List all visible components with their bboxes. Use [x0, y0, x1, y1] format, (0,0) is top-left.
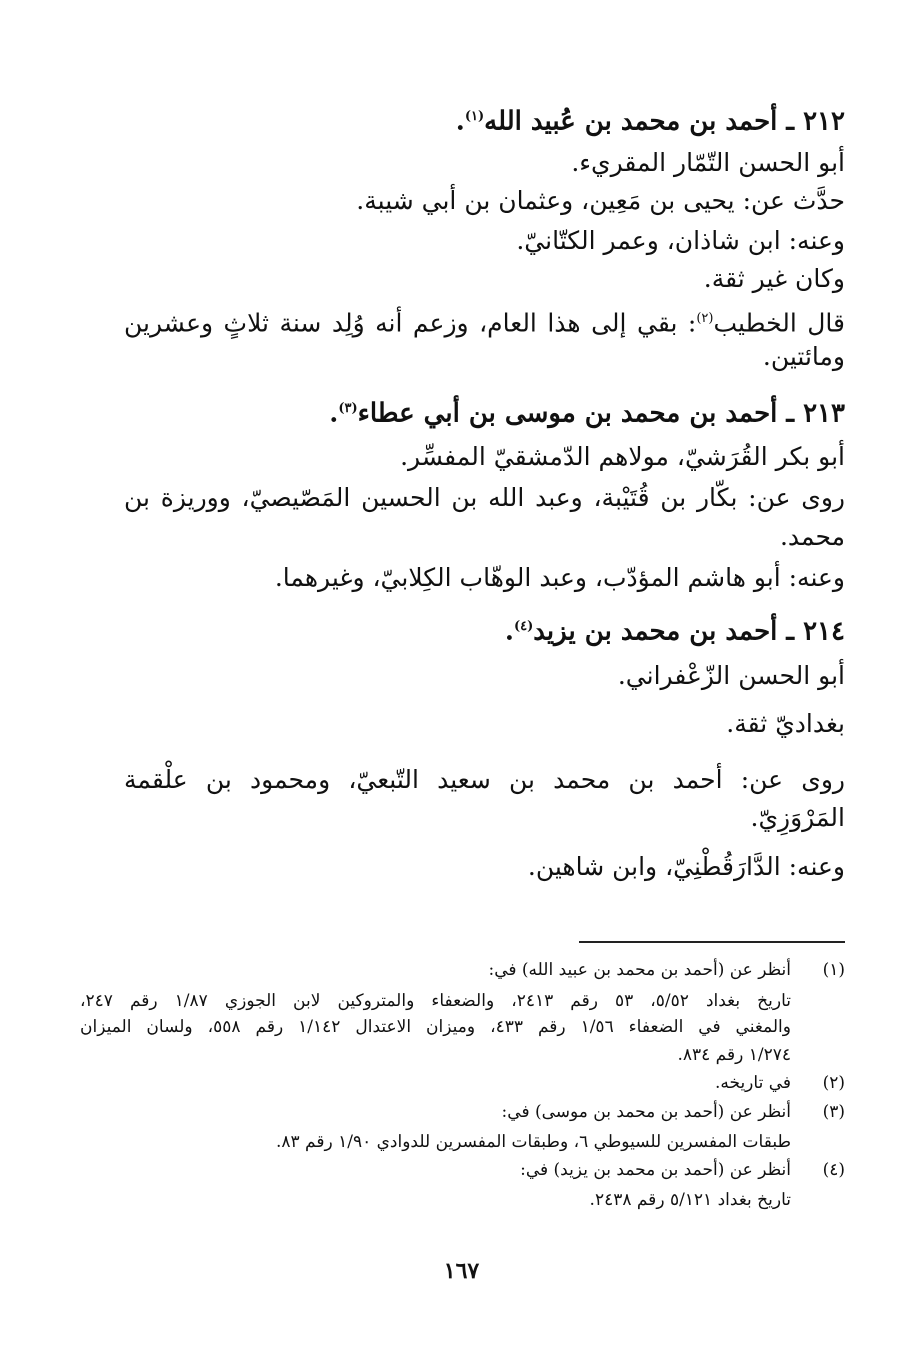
footnote-3: (٣)أنظر عن (أحمد بن محمد بن موسى) في:	[501, 1102, 845, 1122]
footnote-4: (٤)أنظر عن (أحمد بن محمد بن يزيد) في:	[520, 1160, 845, 1180]
footnote-1: (١)أنظر عن (أحمد بن محمد بن عبيد الله) في:	[488, 960, 845, 980]
entry-214-narrated-from: روى عن: أحمد بن محمد بن سعيد التّبعيّ، ومحمود بن علْقمة	[124, 765, 845, 794]
entry-214-students: وعنه: الدَّارَقُطْنِيّ، وابن شاهين.	[527, 852, 845, 881]
entry-214-grading: بغداديّ ثقة.	[726, 709, 845, 738]
footnote-1-line-3: والمغني في الضعفاء ١/٥٦ رقم ٤٣٣، وميزان الاعتدال ١/١٤٢ رقم ٥٥٨، ولسان الميزان	[80, 1017, 791, 1037]
entry-214-narrated-from-end: المَرْوَزِيّ.	[750, 803, 845, 832]
footnote-2-number: (٢)	[822, 1073, 845, 1093]
footnote-2: (٢)في تاريخه.	[714, 1073, 845, 1093]
entry-214-kunya: أبو الحسن الزّعْفراني.	[617, 661, 845, 690]
entry-213-heading: ٢١٣ ـ أحمد بن محمد بن موسى بن أبي عطاء$^{(٣)}$.	[329, 398, 845, 429]
footnote-4-line-2: تاريخ بغداد ٥/١٢١ رقم ٢٤٣٨.	[589, 1190, 791, 1210]
footnote-1-number: (١)	[822, 960, 845, 980]
footnote-divider	[579, 941, 845, 943]
footnote-ref-1[interactable]: (١)	[464, 109, 485, 124]
footnote-ref-2[interactable]: (٢)	[696, 311, 714, 326]
entry-212-kunya: أبو الحسن التّمّار المقريء.	[571, 148, 845, 177]
footnote-4-number: (٤)	[822, 1160, 845, 1180]
footnote-1-line-4: ١/٢٧٤ رقم ٨٣٤.	[677, 1045, 791, 1065]
entry-213-students: وعنه: أبو هاشم المؤدّب، وعبد الوهّاب الكِلابيّ، وغيرهما.	[274, 563, 845, 592]
footnote-3-number: (٣)	[822, 1102, 845, 1122]
entry-212-khatib-quote: قال الخطيب$^{(٢)}$: بقي إلى هذا العام، وزعم أنه وُلِد سنة ثلاثٍ وعشرين	[124, 308, 845, 338]
entry-212-narrated-from: حدَّث عن: يحيى بن مَعِين، وعثمان بن أبي شيبة.	[356, 186, 845, 215]
entry-212-grading: وكان غير ثقة.	[703, 264, 845, 293]
entry-212-heading: ٢١٢ ـ أحمد بن محمد بن عُبيد الله$^{(١)}$.	[455, 106, 845, 137]
footnote-ref-3[interactable]: (٣)	[338, 401, 358, 416]
entry-213-narrated-from-end: محمد.	[779, 522, 845, 551]
entry-213-kunya: أبو بكر القُرَشيّ، مولاهم الدّمشقيّ المفسِّر.	[400, 442, 845, 471]
page-number: ١٦٧	[443, 1258, 480, 1284]
footnote-1-line-2: تاريخ بغداد ٥/٥٢، ٥٣ رقم ٢٤١٣، والضعفاء والمتروكين لابن الجوزي ١/٨٧ رقم ٢٤٧،	[80, 991, 791, 1011]
footnote-ref-4[interactable]: (٤)	[513, 619, 534, 634]
entry-214-heading: ٢١٤ ـ أحمد بن محمد بن يزيد$^{(٤)}$.	[504, 616, 845, 647]
entry-212-khatib-quote-end: ومائتين.	[762, 342, 845, 371]
footnote-3-line-2: طبقات المفسرين للسيوطي ٦، وطبقات المفسرين للدوادي ١/٩٠ رقم ٨٣.	[275, 1132, 791, 1152]
entry-212-students: وعنه: ابن شاذان، وعمر الكتّانيّ.	[516, 226, 845, 255]
entry-213-narrated-from: روى عن: بكّار بن قُتَيْبة، وعبد الله بن الحسين المَصّيصيّ، ووريزة بن	[124, 483, 845, 512]
